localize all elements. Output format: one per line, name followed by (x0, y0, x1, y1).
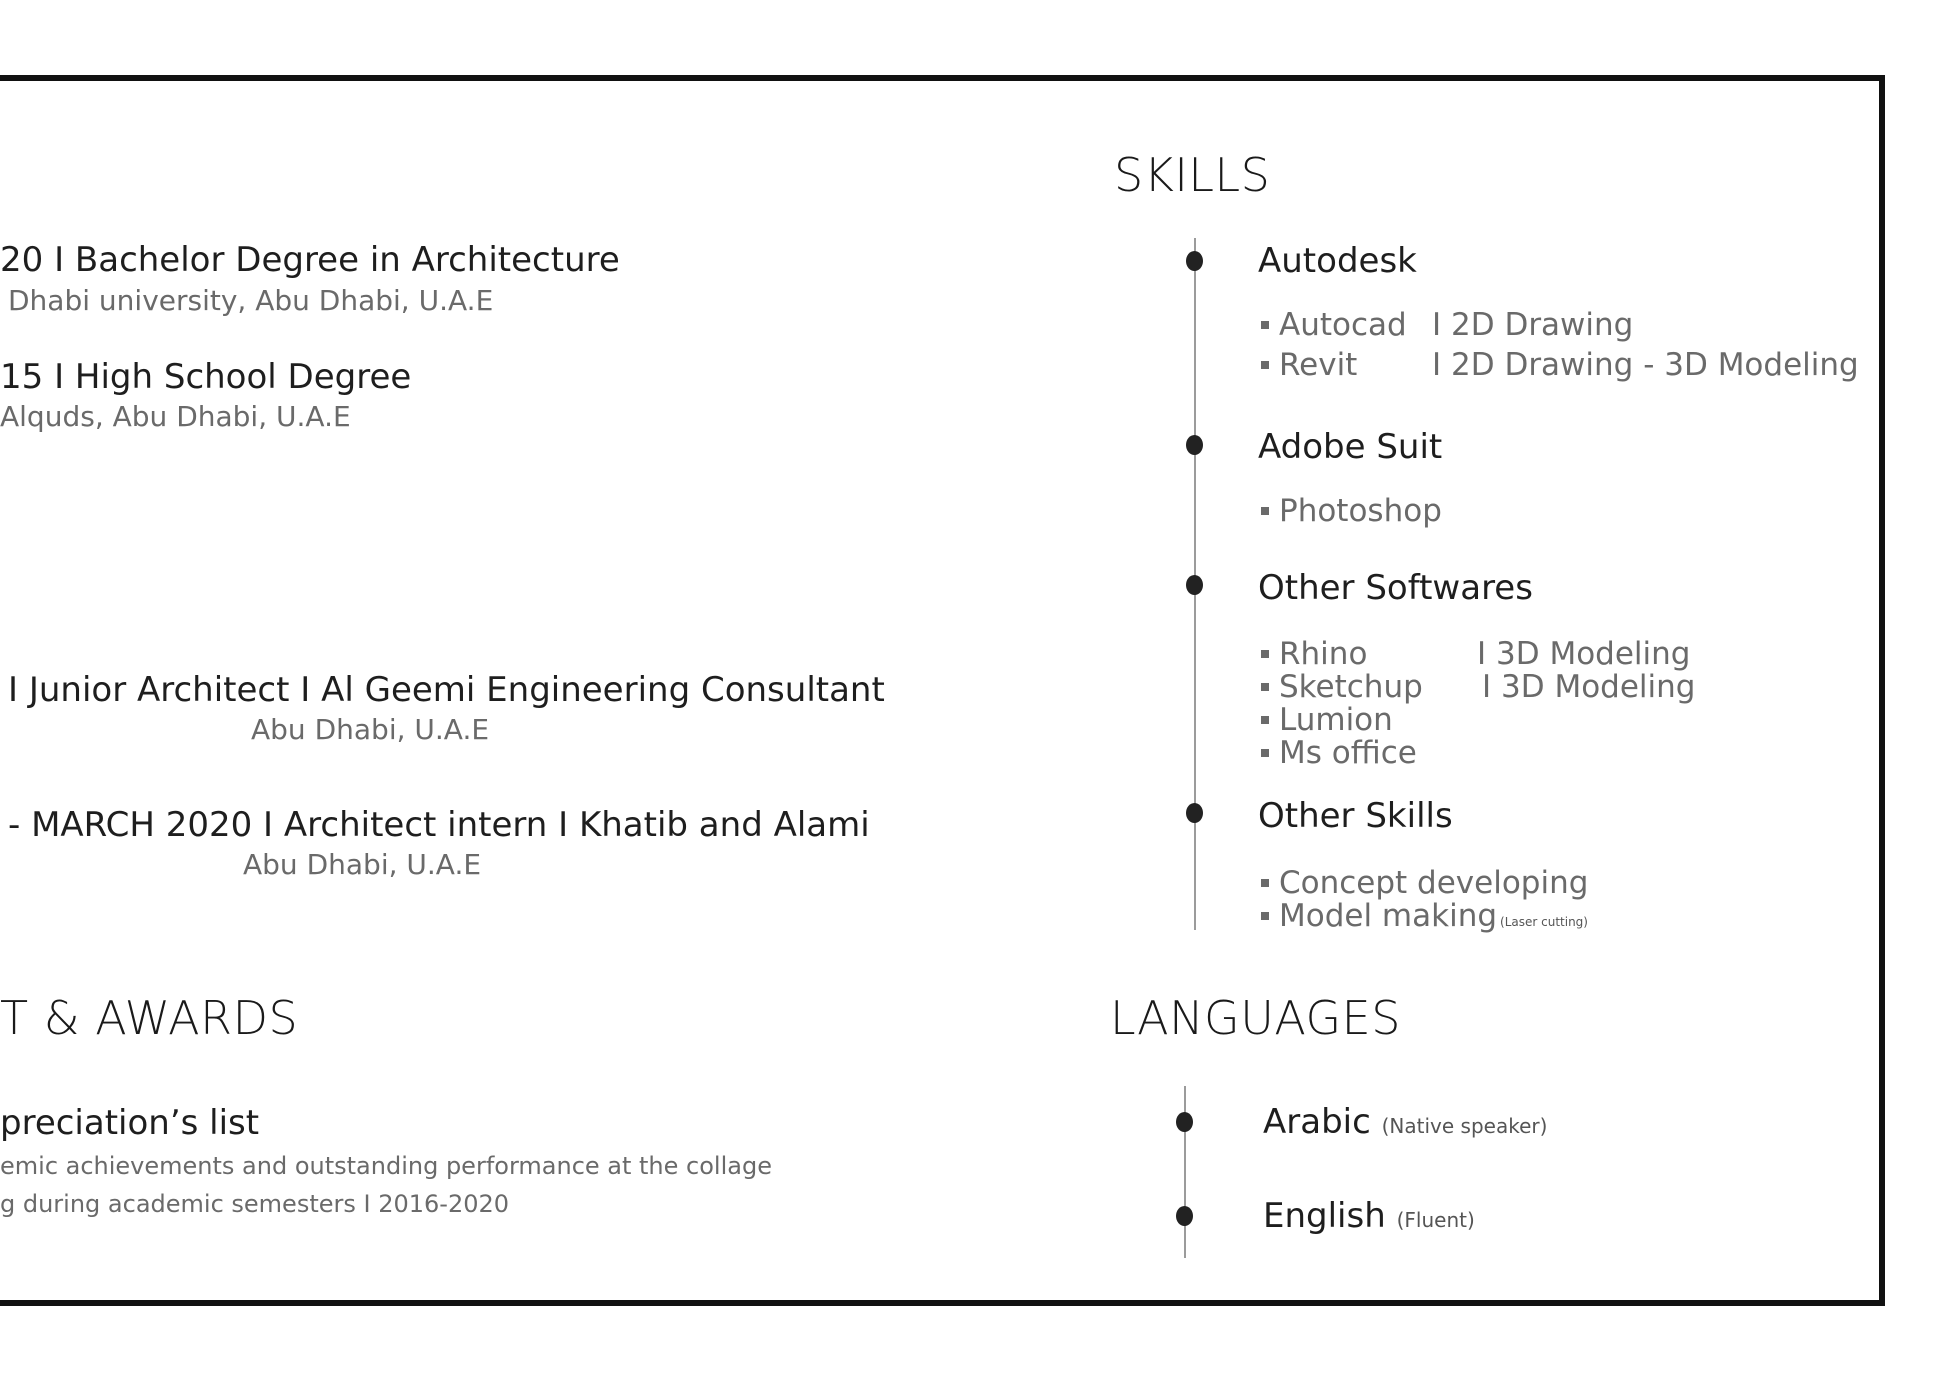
skill-item: Sketchup (1261, 671, 1423, 704)
education-entry-1-title: 20 I Bachelor Degree in Architecture (0, 240, 620, 280)
skill-item: Model making (Laser cutting) (1261, 900, 1588, 939)
skill-item: Lumion (1261, 704, 1393, 737)
bullet-icon (1261, 716, 1269, 724)
language-item-arabic: Arabic (Native speaker) (1263, 1102, 1548, 1142)
skill-category-autodesk: Autodesk (1258, 241, 1417, 281)
bullet-icon (1261, 507, 1269, 515)
skill-item-detail: I 2D Drawing (1432, 307, 1634, 343)
skill-item: Photoshop (1261, 495, 1442, 528)
timeline-dot-icon (1186, 803, 1203, 823)
timeline-dot-icon (1176, 1112, 1193, 1132)
skill-category-other-skills: Other Skills (1258, 796, 1453, 836)
laser-cutting-note: (Laser cutting) (1500, 915, 1588, 929)
timeline-dot-icon (1186, 575, 1203, 595)
skill-category-adobe: Adobe Suit (1258, 427, 1443, 467)
skill-category-other-softwares: Other Softwares (1258, 568, 1533, 608)
skill-item: Ms office (1261, 737, 1417, 770)
skill-item-detail: I 3D Modeling (1482, 669, 1696, 705)
language-item-english: English (Fluent) (1263, 1196, 1475, 1236)
award-item-title: preciation’s list (0, 1103, 260, 1143)
bullet-icon (1261, 683, 1269, 691)
education-entry-2-subtitle: Alquds, Abu Dhabi, U.A.E (0, 400, 351, 433)
skill-item: Revit (1261, 349, 1357, 382)
bullet-icon (1261, 321, 1269, 329)
experience-entry-1-subtitle: Abu Dhabi, U.A.E (251, 713, 490, 746)
education-entry-2-title: 15 I High School Degree (0, 357, 412, 397)
timeline-dot-icon (1186, 435, 1203, 455)
bullet-icon (1261, 912, 1269, 920)
language-level: (Fluent) (1396, 1208, 1475, 1232)
skill-item: Autocad (1261, 309, 1407, 342)
language-level: (Native speaker) (1381, 1114, 1548, 1138)
timeline-dot-icon (1186, 251, 1203, 271)
experience-entry-1-title: I Junior Architect I Al Geemi Engineering Consultant (8, 670, 885, 710)
skill-item-detail: I 3D Modeling (1477, 636, 1691, 672)
bullet-icon (1261, 361, 1269, 369)
award-description-line-1: emic achievements and outstanding performance at the collage (0, 1152, 772, 1180)
experience-entry-2-subtitle: Abu Dhabi, U.A.E (243, 848, 482, 881)
timeline-dot-icon (1176, 1206, 1193, 1226)
skill-item: Rhino (1261, 638, 1367, 671)
languages-heading: LANGUAGES (1110, 991, 1401, 1045)
skill-item-detail: I 2D Drawing - 3D Modeling (1432, 347, 1859, 383)
education-entry-1-subtitle: Dhabi university, Abu Dhabi, U.A.E (8, 284, 494, 317)
award-description-line-2: g during academic semesters I 2016-2020 (0, 1190, 510, 1218)
skills-heading: SKILLS (1114, 148, 1271, 202)
bullet-icon (1261, 650, 1269, 658)
experience-entry-2-title: - MARCH 2020 I Architect intern I Khatib and Alami (8, 805, 870, 845)
bullet-icon (1261, 749, 1269, 757)
bullet-icon (1261, 879, 1269, 887)
awards-heading: T & AWARDS (0, 991, 299, 1045)
skill-item: Concept developing (1261, 867, 1588, 900)
